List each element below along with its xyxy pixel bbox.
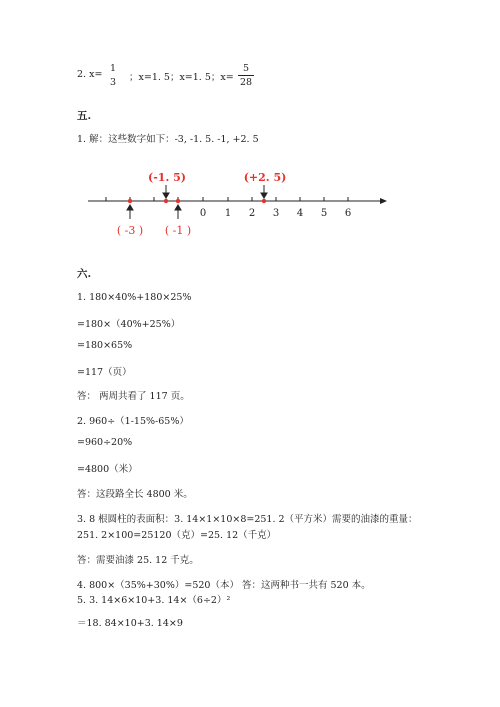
q3-step-2: 251. 2×100=25120（克）=25. 12（千克） <box>77 530 277 541</box>
label-minus-3: ( -3 ) <box>116 224 144 237</box>
axis-arrowhead <box>380 198 387 204</box>
tick-label-5: 5 <box>320 208 328 219</box>
q1-step-3: =180×65% <box>77 340 133 351</box>
q2-step-1: 2. 960÷（1-15%-65%） <box>77 416 189 427</box>
q1-answer: 答： 两周共看了 117 页。 <box>77 391 190 402</box>
answer-2-prefix: 2. x= <box>77 69 103 80</box>
fraction-one-third <box>107 63 119 88</box>
fraction-denominator: 28 <box>239 77 253 88</box>
q1-step-2: =180×（40%+25%） <box>77 319 181 330</box>
point-plus-2-5 <box>262 199 266 203</box>
fraction-five-twentyeighths <box>238 63 254 88</box>
point-minus-1 <box>176 199 180 203</box>
tick-label-2: 2 <box>248 208 256 219</box>
q2-step-2: =960÷20% <box>77 437 133 448</box>
tick-label-1: 1 <box>224 208 232 219</box>
tick-label-3: 3 <box>272 208 280 219</box>
section-5-heading: 五. <box>77 110 92 122</box>
fraction-numerator: 5 <box>242 63 250 74</box>
fraction-bar <box>238 75 254 76</box>
number-line-figure <box>0 160 500 250</box>
point-minus-3 <box>128 199 132 203</box>
q3-step-1: 3. 8 根圆柱的表面积：3. 14×1×10×8=251. 2（平方米）需要的油漆的重量： <box>77 514 418 525</box>
section-6-heading: 六. <box>77 268 92 280</box>
section-5-q1: 1. 解：这些数字如下：-3, -1. 5. -1, +2. 5 <box>77 134 259 145</box>
answer-2-middle: ；x=1. 5；x=1. 5；x= <box>129 72 234 83</box>
fraction-denominator: 3 <box>109 77 117 88</box>
q4-line: 4. 800×（35%+30%）=520（本） 答：这两种书一共有 520 本。 <box>77 580 371 591</box>
tick-marks <box>106 197 348 201</box>
q2-step-3: =4800（米） <box>77 464 138 475</box>
label-minus-1: ( -1 ) <box>164 224 192 237</box>
label-plus-2-5: (+2. 5) <box>243 171 287 184</box>
tick-label-0: 0 <box>199 208 207 219</box>
point-minus-1-5 <box>164 199 168 203</box>
q5-step-1: 5. 3. 14×6×10+3. 14×（6÷2）² <box>77 595 231 606</box>
tick-label-6: 6 <box>344 208 352 219</box>
tick-label-4: 4 <box>296 208 304 219</box>
q3-answer: 答：需要油漆 25. 12 千克。 <box>77 555 199 566</box>
label-minus-1-5: (-1. 5) <box>148 171 186 184</box>
fraction-numerator: 1 <box>109 63 117 74</box>
q1-step-1: 1. 180×40%+180×25% <box>77 292 192 303</box>
q5-step-2: ＝18. 84×10+3. 14×9 <box>77 618 183 629</box>
q1-step-4: =117（页） <box>77 367 132 378</box>
q2-answer: 答：这段路全长 4800 米。 <box>77 489 193 500</box>
